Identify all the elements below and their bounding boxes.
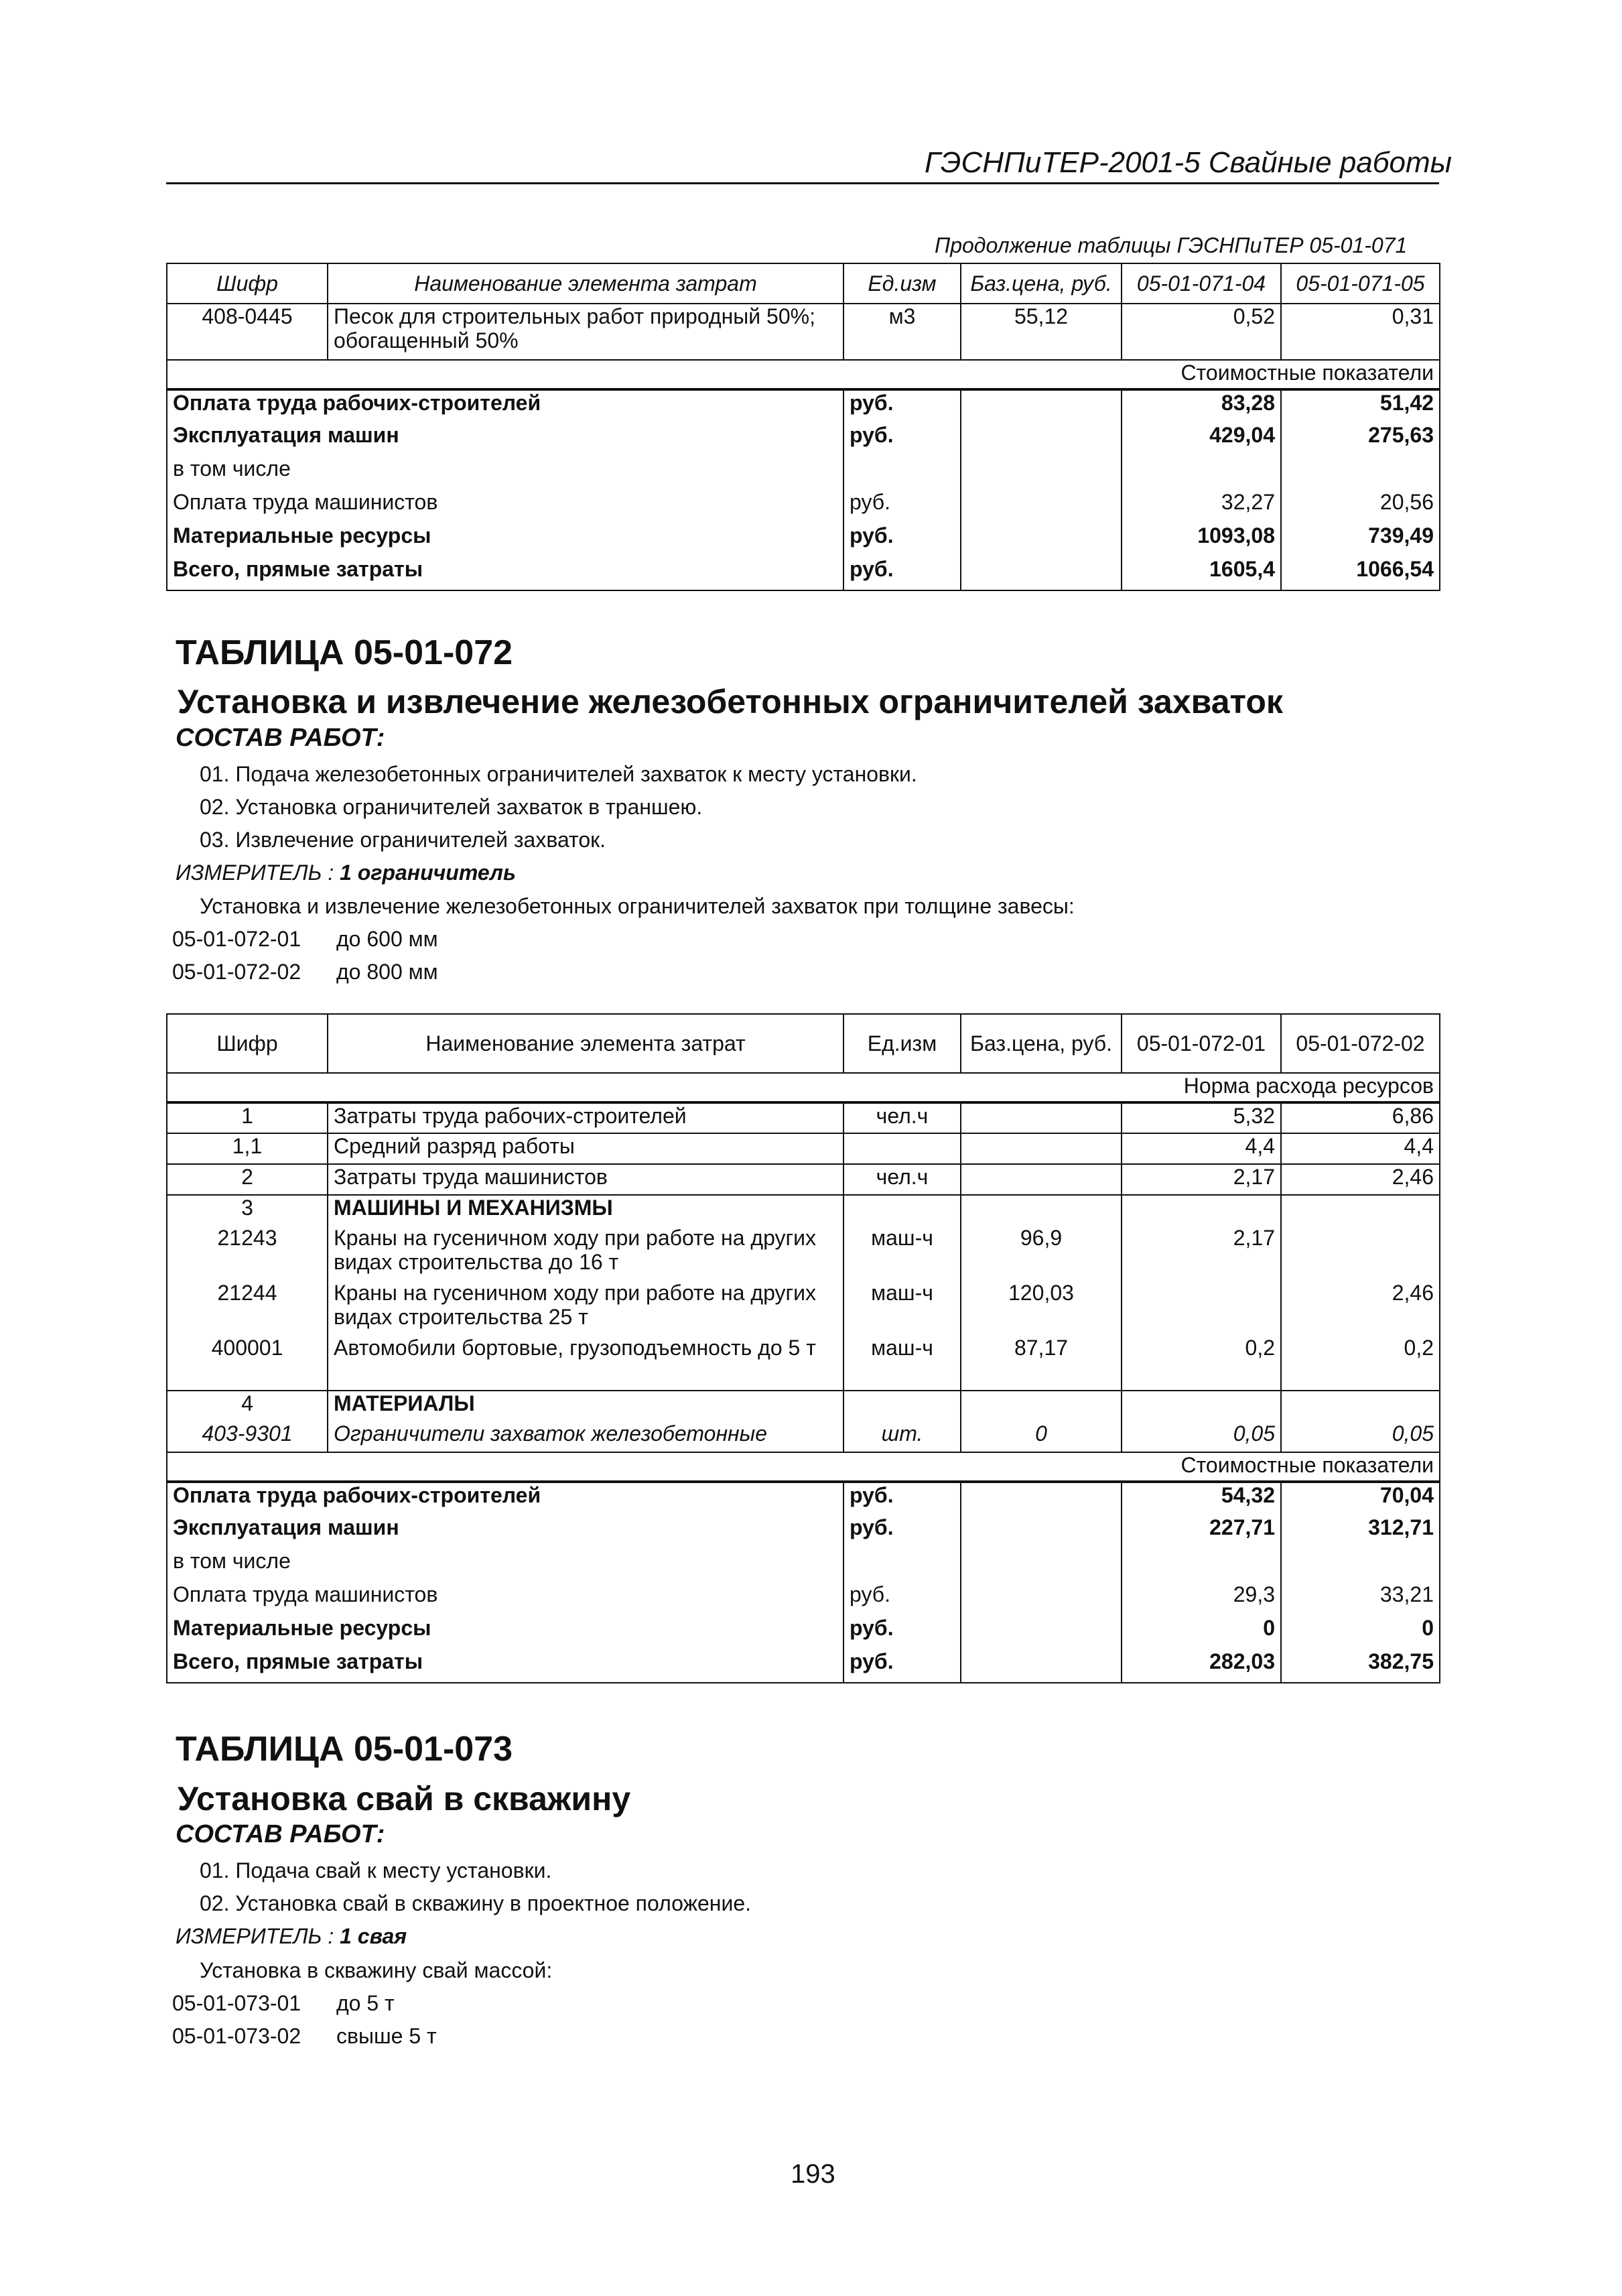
cell-v2: 312,71: [1281, 1515, 1440, 1549]
cell-v2: 51,42: [1281, 389, 1440, 423]
table-row: [167, 1649, 1440, 1683]
table-row: [167, 1133, 1440, 1164]
cell-price: [961, 1195, 1122, 1226]
table-row: [167, 456, 1440, 490]
cell-code: 1,1: [167, 1133, 328, 1164]
table-row: [167, 1195, 1440, 1226]
cell-v2: 1066,54: [1281, 557, 1440, 590]
cell-price: [961, 1391, 1122, 1421]
cell-v1: 5,32: [1122, 1102, 1281, 1133]
cell-unit: чел.ч: [843, 1164, 961, 1195]
cell-v1: 429,04: [1122, 423, 1281, 456]
cell-unit: руб.: [843, 1482, 961, 1515]
cell-name: Автомобили бортовые, грузоподъемность до 5 т: [328, 1336, 843, 1391]
table-row: [167, 423, 1440, 456]
code-line: [172, 960, 438, 984]
code-text: до 600 мм: [336, 927, 438, 951]
cell-name: Оплата труда рабочих-строителей: [167, 1482, 843, 1515]
running-header: ГЭСНПиТЕР-2001-5 Свайные работы: [925, 146, 1452, 179]
table-072-work-heading: СОСТАВ РАБОТ:: [176, 724, 385, 752]
col-header-price: Баз.цена, руб.: [961, 1014, 1122, 1073]
cell-v2: 739,49: [1281, 523, 1440, 557]
cell-price: 0: [961, 1421, 1122, 1452]
cell-price: [961, 557, 1122, 590]
cell-code: 21244: [167, 1281, 328, 1336]
cell-name: Затраты труда машинистов: [328, 1164, 843, 1195]
cell-code: 400001: [167, 1336, 328, 1391]
cell-v1: [1122, 1391, 1281, 1421]
cell-v2: 0,31: [1281, 304, 1440, 360]
cell-code: 2: [167, 1164, 328, 1195]
table-row: [167, 389, 1440, 423]
cell-v1: [1122, 1281, 1281, 1336]
cell-v1: 1605,4: [1122, 557, 1281, 590]
cell-v2: 4,4: [1281, 1133, 1440, 1164]
table-072-measure: [176, 860, 516, 885]
table-row: [167, 1482, 1440, 1515]
cell-v2: 20,56: [1281, 490, 1440, 523]
cell-unit: [843, 1549, 961, 1582]
cell-name: в том числе: [167, 1549, 843, 1582]
measure-value: 1 ограничитель: [340, 860, 516, 885]
cell-v2: [1281, 1195, 1440, 1226]
col-header-code: Шифр: [167, 1014, 328, 1073]
code-id: 05-01-073-01: [172, 1991, 301, 2015]
work-item: 02. Установка ограничителей захваток в траншею.: [200, 795, 703, 819]
cell-price: [961, 490, 1122, 523]
cell-code: 408-0445: [167, 304, 328, 360]
cell-v2: 275,63: [1281, 423, 1440, 456]
cell-v1: [1122, 1549, 1281, 1582]
cell-unit: руб.: [843, 423, 961, 456]
table-row: [167, 1102, 1440, 1133]
cell-v2: 382,75: [1281, 1649, 1440, 1683]
col-header-v1: 05-01-071-04: [1122, 263, 1281, 304]
cell-unit: руб.: [843, 557, 961, 590]
cell-v1: 0,05: [1122, 1421, 1281, 1452]
cell-name: Средний разряд работы: [328, 1133, 843, 1164]
cell-code: 403-9301: [167, 1421, 328, 1452]
cell-v1: [1122, 456, 1281, 490]
table-row: [167, 1515, 1440, 1549]
col-header-code: Шифр: [167, 263, 328, 304]
work-item: 01. Подача железобетонных ограничителей захваток к месту установки.: [200, 762, 917, 786]
section-cost-label: Стоимостные показатели: [167, 1452, 1440, 1482]
cell-price: [961, 523, 1122, 557]
cell-v1: 4,4: [1122, 1133, 1281, 1164]
table-073-intro: Установка в скважину свай массой:: [200, 1958, 553, 1982]
cell-v2: 6,86: [1281, 1102, 1440, 1133]
table-row: [167, 1582, 1440, 1616]
cell-v1: [1122, 1195, 1281, 1226]
cell-name: Материальные ресурсы: [167, 1616, 843, 1649]
table-073-subtitle: Установка свай в скважину: [178, 1780, 631, 1817]
col-header-v2: 05-01-071-05: [1281, 263, 1440, 304]
cell-unit: маш-ч: [843, 1336, 961, 1391]
cell-v2: [1281, 1226, 1440, 1281]
measure-label: ИЗМЕРИТЕЛЬ :: [176, 860, 334, 885]
measure-value: 1 свая: [340, 1924, 407, 1948]
cell-unit: руб.: [843, 1515, 961, 1549]
cell-price: 120,03: [961, 1281, 1122, 1336]
cell-name: Краны на гусеничном ходу при работе на других видах строительства 25 т: [328, 1281, 843, 1336]
table-072-title: ТАБЛИЦА 05-01-072: [176, 633, 513, 672]
cell-name: Песок для строительных работ природный 50%; обогащенный 50%: [328, 304, 843, 360]
cell-unit: руб.: [843, 389, 961, 423]
work-item: 02. Установка свай в скважину в проектное положение.: [200, 1891, 751, 1915]
cell-name: Всего, прямые затраты: [167, 1649, 843, 1683]
code-id: 05-01-072-02: [172, 960, 301, 984]
code-line: [172, 1991, 395, 2016]
cell-v1: 2,17: [1122, 1226, 1281, 1281]
cell-name: Эксплуатация машин: [167, 423, 843, 456]
cell-unit: руб.: [843, 1616, 961, 1649]
col-header-unit: Ед.изм: [843, 263, 961, 304]
cell-price: [961, 389, 1122, 423]
code-id: 05-01-073-02: [172, 2024, 301, 2048]
section-cost-label: Стоимостные показатели: [167, 360, 1440, 389]
cell-v2: 2,46: [1281, 1164, 1440, 1195]
cell-price: [961, 456, 1122, 490]
header-rule: [166, 182, 1439, 184]
cell-unit: руб.: [843, 1582, 961, 1616]
measure-label: ИЗМЕРИТЕЛЬ :: [176, 1924, 334, 1948]
col-header-v1: 05-01-072-01: [1122, 1014, 1281, 1073]
cell-price: [961, 1515, 1122, 1549]
table-072-intro: Установка и извлечение железобетонных ограничителей захваток при толщине завесы:: [200, 894, 1075, 918]
table-row: [167, 1616, 1440, 1649]
cell-name: МАШИНЫ И МЕХАНИЗМЫ: [328, 1195, 843, 1226]
cell-v1: 0,52: [1122, 304, 1281, 360]
table-071: [166, 263, 1440, 591]
cell-v1: 2,17: [1122, 1164, 1281, 1195]
section-norm-label: Норма расхода ресурсов: [167, 1073, 1440, 1102]
table-row: [167, 523, 1440, 557]
cell-unit: [843, 1195, 961, 1226]
cell-unit: [843, 1133, 961, 1164]
table-row: [167, 490, 1440, 523]
cell-v1: 32,27: [1122, 490, 1281, 523]
col-header-unit: Ед.изм: [843, 1014, 961, 1073]
cell-v1: 282,03: [1122, 1649, 1281, 1683]
table-072-subtitle: Установка и извлечение железобетонных ограничителей захваток: [178, 683, 1283, 720]
work-item: 01. Подача свай к месту установки.: [200, 1858, 552, 1883]
cell-v2: [1281, 1549, 1440, 1582]
cell-v1: 0: [1122, 1616, 1281, 1649]
cell-price: 87,17: [961, 1336, 1122, 1391]
table-row: [167, 1421, 1440, 1452]
cell-v2: [1281, 1391, 1440, 1421]
cell-unit: руб.: [843, 490, 961, 523]
cell-unit: [843, 1391, 961, 1421]
cell-price: [961, 1102, 1122, 1133]
cell-v2: 0,2: [1281, 1336, 1440, 1391]
code-id: 05-01-072-01: [172, 927, 301, 951]
table-row: [167, 1226, 1440, 1281]
code-text: до 800 мм: [336, 960, 438, 984]
code-text: свыше 5 т: [336, 2024, 437, 2048]
cell-v1: 83,28: [1122, 389, 1281, 423]
work-item: 03. Извлечение ограничителей захваток.: [200, 828, 606, 852]
table-row: [167, 1281, 1440, 1336]
cell-unit: [843, 456, 961, 490]
cell-name: Материальные ресурсы: [167, 523, 843, 557]
table-row: [167, 304, 1440, 360]
cell-v1: 1093,08: [1122, 523, 1281, 557]
cell-code: 1: [167, 1102, 328, 1133]
table-073-work-heading: СОСТАВ РАБОТ:: [176, 1820, 385, 1848]
table-row: [167, 1336, 1440, 1391]
col-header-v2: 05-01-072-02: [1281, 1014, 1440, 1073]
cell-v1: 227,71: [1122, 1515, 1281, 1549]
cell-v2: 0,05: [1281, 1421, 1440, 1452]
cell-name: Оплата труда машинистов: [167, 490, 843, 523]
cell-v1: 54,32: [1122, 1482, 1281, 1515]
cell-name: Ограничители захваток железобетонные: [328, 1421, 843, 1452]
table-072: [166, 1013, 1440, 1683]
cell-v1: 29,3: [1122, 1582, 1281, 1616]
code-text: до 5 т: [336, 1991, 395, 2015]
cell-v2: 33,21: [1281, 1582, 1440, 1616]
cell-name: Всего, прямые затраты: [167, 557, 843, 590]
table-continuation-caption: Продолжение таблицы ГЭСНПиТЕР 05-01-071: [935, 233, 1408, 257]
cell-name: Оплата труда рабочих-строителей: [167, 389, 843, 423]
cell-unit: м3: [843, 304, 961, 360]
cell-unit: шт.: [843, 1421, 961, 1452]
cell-price: [961, 1616, 1122, 1649]
cell-unit: чел.ч: [843, 1102, 961, 1133]
cell-name: МАТЕРИАЛЫ: [328, 1391, 843, 1421]
code-line: [172, 927, 438, 952]
cell-unit: руб.: [843, 523, 961, 557]
cell-v1: 0,2: [1122, 1336, 1281, 1391]
table-073-title: ТАБЛИЦА 05-01-073: [176, 1730, 513, 1769]
table-073-measure: [176, 1924, 407, 1949]
cell-unit: руб.: [843, 1649, 961, 1683]
cell-name: Оплата труда машинистов: [167, 1582, 843, 1616]
cell-code: 21243: [167, 1226, 328, 1281]
col-header-price: Баз.цена, руб.: [961, 263, 1122, 304]
cell-price: [961, 1482, 1122, 1515]
cell-v2: 70,04: [1281, 1482, 1440, 1515]
page-number: 193: [791, 2159, 835, 2189]
cell-unit: маш-ч: [843, 1226, 961, 1281]
cell-name: Затраты труда рабочих-строителей: [328, 1102, 843, 1133]
cell-price: [961, 1582, 1122, 1616]
col-header-name: Наименование элемента затрат: [328, 263, 843, 304]
cell-name: Краны на гусеничном ходу при работе на других видах строительства до 16 т: [328, 1226, 843, 1281]
cell-price: [961, 423, 1122, 456]
cell-price: 55,12: [961, 304, 1122, 360]
cell-price: [961, 1649, 1122, 1683]
cell-price: [961, 1549, 1122, 1582]
code-line: [172, 2024, 437, 2049]
cell-name: Эксплуатация машин: [167, 1515, 843, 1549]
cell-price: [961, 1164, 1122, 1195]
cell-price: 96,9: [961, 1226, 1122, 1281]
cell-price: [961, 1133, 1122, 1164]
table-row: [167, 1164, 1440, 1195]
cell-v2: 0: [1281, 1616, 1440, 1649]
table-row: [167, 1391, 1440, 1421]
cell-v2: 2,46: [1281, 1281, 1440, 1336]
cell-v2: [1281, 456, 1440, 490]
col-header-name: Наименование элемента затрат: [328, 1014, 843, 1073]
table-row: [167, 557, 1440, 590]
table-row: [167, 1549, 1440, 1582]
cell-name: в том числе: [167, 456, 843, 490]
cell-unit: маш-ч: [843, 1281, 961, 1336]
cell-code: 4: [167, 1391, 328, 1421]
cell-code: 3: [167, 1195, 328, 1226]
